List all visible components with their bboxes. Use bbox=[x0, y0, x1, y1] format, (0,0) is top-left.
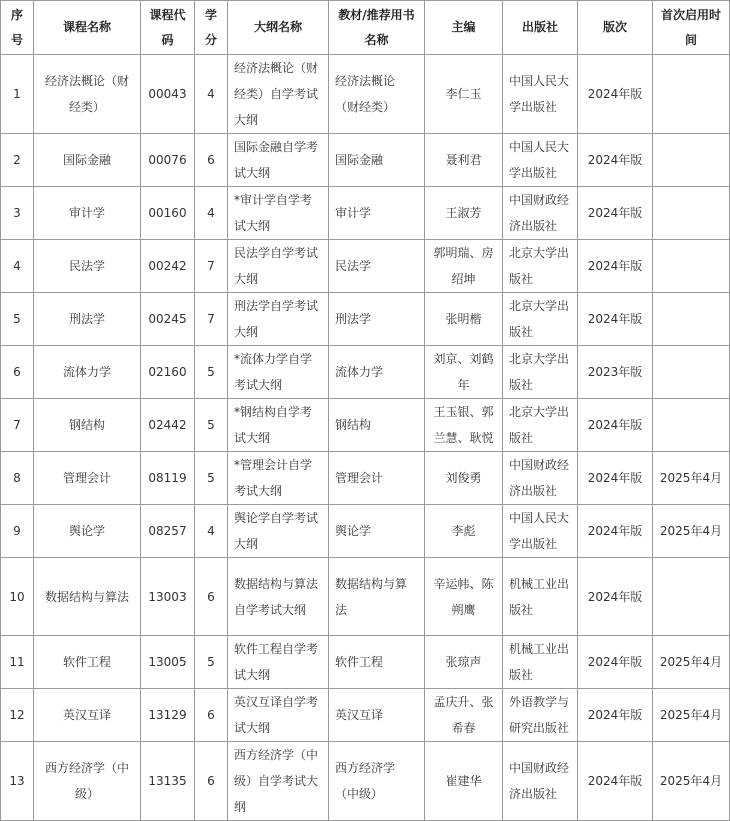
cell-no: 5 bbox=[1, 293, 34, 346]
header-publisher: 出版社 bbox=[503, 1, 578, 55]
table-row bbox=[1, 346, 730, 399]
table-row bbox=[1, 558, 730, 636]
cell-no: 11 bbox=[1, 636, 34, 689]
cell-editor: 聂利君 bbox=[425, 134, 503, 187]
cell-publisher: 中国财政经济出版社 bbox=[503, 742, 578, 821]
cell-start bbox=[653, 55, 730, 134]
cell-credit: 5 bbox=[195, 636, 228, 689]
cell-publisher: 机械工业出版社 bbox=[503, 636, 578, 689]
cell-textbook: 管理会计 bbox=[329, 452, 425, 505]
cell-no: 8 bbox=[1, 452, 34, 505]
cell-course: 民法学 bbox=[34, 240, 141, 293]
cell-credit: 4 bbox=[195, 187, 228, 240]
cell-start: 2025年4月 bbox=[653, 742, 730, 821]
cell-editor: 张明楷 bbox=[425, 293, 503, 346]
cell-credit: 6 bbox=[195, 689, 228, 742]
cell-publisher: 中国财政经济出版社 bbox=[503, 452, 578, 505]
cell-credit: 6 bbox=[195, 558, 228, 636]
cell-credit: 4 bbox=[195, 505, 228, 558]
cell-textbook: 审计学 bbox=[329, 187, 425, 240]
cell-start bbox=[653, 558, 730, 636]
table-row bbox=[1, 452, 730, 505]
header-no: 序号 bbox=[1, 1, 34, 55]
cell-editor: 郭明瑞、房绍坤 bbox=[425, 240, 503, 293]
cell-outline: *流体力学自学考试大纲 bbox=[228, 346, 329, 399]
cell-publisher: 机械工业出版社 bbox=[503, 558, 578, 636]
cell-outline: 西方经济学（中级）自学考试大纲 bbox=[228, 742, 329, 821]
header-credit: 学分 bbox=[195, 1, 228, 55]
cell-no: 4 bbox=[1, 240, 34, 293]
cell-publisher: 北京大学出版社 bbox=[503, 346, 578, 399]
cell-edition: 2024年版 bbox=[578, 558, 653, 636]
cell-course: 国际金融 bbox=[34, 134, 141, 187]
cell-credit: 5 bbox=[195, 346, 228, 399]
cell-start bbox=[653, 346, 730, 399]
cell-code: 00043 bbox=[141, 55, 195, 134]
cell-no: 6 bbox=[1, 346, 34, 399]
cell-course: 经济法概论（财经类） bbox=[34, 55, 141, 134]
cell-course: 软件工程 bbox=[34, 636, 141, 689]
cell-edition: 2024年版 bbox=[578, 689, 653, 742]
cell-no: 7 bbox=[1, 399, 34, 452]
cell-editor: 王淑芳 bbox=[425, 187, 503, 240]
cell-editor: 刘俊勇 bbox=[425, 452, 503, 505]
cell-editor: 刘京、刘鹤年 bbox=[425, 346, 503, 399]
cell-edition: 2024年版 bbox=[578, 742, 653, 821]
table-header bbox=[1, 1, 730, 55]
cell-edition: 2024年版 bbox=[578, 636, 653, 689]
cell-textbook: 经济法概论（财经类） bbox=[329, 55, 425, 134]
cell-outline: 国际金融自学考试大纲 bbox=[228, 134, 329, 187]
cell-course: 审计学 bbox=[34, 187, 141, 240]
cell-outline: *审计学自学考试大纲 bbox=[228, 187, 329, 240]
cell-start: 2025年4月 bbox=[653, 452, 730, 505]
cell-start bbox=[653, 293, 730, 346]
cell-editor: 辛运帏、陈朔鹰 bbox=[425, 558, 503, 636]
header-course: 课程名称 bbox=[34, 1, 141, 55]
cell-textbook: 刑法学 bbox=[329, 293, 425, 346]
header-editor: 主编 bbox=[425, 1, 503, 55]
cell-outline: 民法学自学考试大纲 bbox=[228, 240, 329, 293]
cell-publisher: 北京大学出版社 bbox=[503, 399, 578, 452]
cell-outline: 舆论学自学考试大纲 bbox=[228, 505, 329, 558]
cell-textbook: 流体力学 bbox=[329, 346, 425, 399]
table-body bbox=[1, 55, 730, 821]
cell-course: 流体力学 bbox=[34, 346, 141, 399]
cell-editor: 李彪 bbox=[425, 505, 503, 558]
table-row bbox=[1, 240, 730, 293]
cell-editor: 李仁玉 bbox=[425, 55, 503, 134]
cell-edition: 2024年版 bbox=[578, 187, 653, 240]
cell-no: 2 bbox=[1, 134, 34, 187]
cell-credit: 7 bbox=[195, 240, 228, 293]
cell-code: 02442 bbox=[141, 399, 195, 452]
cell-start bbox=[653, 399, 730, 452]
cell-textbook: 西方经济学（中级） bbox=[329, 742, 425, 821]
cell-textbook: 软件工程 bbox=[329, 636, 425, 689]
table-row bbox=[1, 636, 730, 689]
cell-credit: 5 bbox=[195, 399, 228, 452]
cell-credit: 5 bbox=[195, 452, 228, 505]
table-row bbox=[1, 689, 730, 742]
cell-edition: 2024年版 bbox=[578, 452, 653, 505]
cell-textbook: 数据结构与算法 bbox=[329, 558, 425, 636]
cell-code: 00245 bbox=[141, 293, 195, 346]
cell-course: 西方经济学（中级） bbox=[34, 742, 141, 821]
cell-code: 13135 bbox=[141, 742, 195, 821]
cell-outline: *管理会计自学考试大纲 bbox=[228, 452, 329, 505]
cell-no: 12 bbox=[1, 689, 34, 742]
cell-publisher: 中国人民大学出版社 bbox=[503, 55, 578, 134]
cell-textbook: 钢结构 bbox=[329, 399, 425, 452]
header-outline: 大纲名称 bbox=[228, 1, 329, 55]
cell-credit: 6 bbox=[195, 134, 228, 187]
cell-code: 13129 bbox=[141, 689, 195, 742]
cell-textbook: 民法学 bbox=[329, 240, 425, 293]
cell-outline: 软件工程自学考试大纲 bbox=[228, 636, 329, 689]
cell-code: 00076 bbox=[141, 134, 195, 187]
table-row bbox=[1, 187, 730, 240]
cell-start: 2025年4月 bbox=[653, 636, 730, 689]
header-row bbox=[1, 1, 730, 55]
cell-outline: 英汉互译自学考试大纲 bbox=[228, 689, 329, 742]
cell-edition: 2024年版 bbox=[578, 134, 653, 187]
cell-textbook: 英汉互译 bbox=[329, 689, 425, 742]
cell-credit: 6 bbox=[195, 742, 228, 821]
cell-start bbox=[653, 240, 730, 293]
cell-no: 9 bbox=[1, 505, 34, 558]
cell-publisher: 中国人民大学出版社 bbox=[503, 505, 578, 558]
table-row bbox=[1, 293, 730, 346]
cell-no: 10 bbox=[1, 558, 34, 636]
cell-start: 2025年4月 bbox=[653, 689, 730, 742]
table-row bbox=[1, 505, 730, 558]
cell-start bbox=[653, 134, 730, 187]
table-row bbox=[1, 134, 730, 187]
cell-course: 钢结构 bbox=[34, 399, 141, 452]
cell-start bbox=[653, 187, 730, 240]
cell-outline: 数据结构与算法自学考试大纲 bbox=[228, 558, 329, 636]
cell-no: 3 bbox=[1, 187, 34, 240]
header-code: 课程代码 bbox=[141, 1, 195, 55]
cell-publisher: 中国人民大学出版社 bbox=[503, 134, 578, 187]
table-row bbox=[1, 55, 730, 134]
cell-course: 数据结构与算法 bbox=[34, 558, 141, 636]
cell-publisher: 北京大学出版社 bbox=[503, 240, 578, 293]
cell-textbook: 舆论学 bbox=[329, 505, 425, 558]
cell-edition: 2024年版 bbox=[578, 399, 653, 452]
cell-editor: 崔建华 bbox=[425, 742, 503, 821]
cell-editor: 孟庆升、张希春 bbox=[425, 689, 503, 742]
table-row bbox=[1, 399, 730, 452]
cell-edition: 2024年版 bbox=[578, 240, 653, 293]
cell-code: 08257 bbox=[141, 505, 195, 558]
cell-course: 舆论学 bbox=[34, 505, 141, 558]
cell-code: 00242 bbox=[141, 240, 195, 293]
cell-outline: *钢结构自学考试大纲 bbox=[228, 399, 329, 452]
cell-course: 英汉互译 bbox=[34, 689, 141, 742]
cell-course: 刑法学 bbox=[34, 293, 141, 346]
cell-code: 02160 bbox=[141, 346, 195, 399]
cell-code: 13003 bbox=[141, 558, 195, 636]
cell-outline: 刑法学自学考试大纲 bbox=[228, 293, 329, 346]
cell-credit: 4 bbox=[195, 55, 228, 134]
cell-code: 08119 bbox=[141, 452, 195, 505]
cell-edition: 2023年版 bbox=[578, 346, 653, 399]
cell-textbook: 国际金融 bbox=[329, 134, 425, 187]
cell-publisher: 外语教学与研究出版社 bbox=[503, 689, 578, 742]
cell-publisher: 北京大学出版社 bbox=[503, 293, 578, 346]
cell-no: 1 bbox=[1, 55, 34, 134]
cell-edition: 2024年版 bbox=[578, 55, 653, 134]
cell-outline: 经济法概论（财经类）自学考试大纲 bbox=[228, 55, 329, 134]
cell-editor: 张琼声 bbox=[425, 636, 503, 689]
cell-no: 13 bbox=[1, 742, 34, 821]
cell-code: 00160 bbox=[141, 187, 195, 240]
cell-edition: 2024年版 bbox=[578, 293, 653, 346]
header-edition: 版次 bbox=[578, 1, 653, 55]
cell-publisher: 中国财政经济出版社 bbox=[503, 187, 578, 240]
cell-start: 2025年4月 bbox=[653, 505, 730, 558]
cell-course: 管理会计 bbox=[34, 452, 141, 505]
cell-edition: 2024年版 bbox=[578, 505, 653, 558]
cell-code: 13005 bbox=[141, 636, 195, 689]
header-textbook: 教材/推荐用书名称 bbox=[329, 1, 425, 55]
header-start: 首次启用时间 bbox=[653, 1, 730, 55]
cell-credit: 7 bbox=[195, 293, 228, 346]
cell-editor: 王玉银、郭兰慧、耿悦 bbox=[425, 399, 503, 452]
table-row bbox=[1, 742, 730, 821]
